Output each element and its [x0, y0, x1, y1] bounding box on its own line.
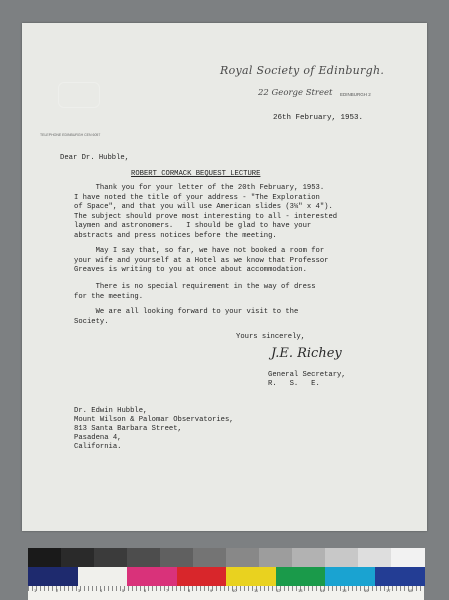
ruler-number: 1 [34, 588, 37, 593]
subject-line: ROBERT CORMACK BEQUEST LECTURE [131, 170, 261, 178]
salutation: Dear Dr. Hubble, [60, 154, 130, 162]
ruler-number: 11 [254, 588, 259, 593]
recipient-line-1: Dr. Edwin Hubble, [74, 407, 148, 415]
closing: Yours sincerely, [236, 333, 306, 341]
paragraph-4: We are all looking forward to your visit to the Society. [74, 308, 299, 326]
paragraph-1: Thank you for your letter of the 20th February, 1953. I have noted the title of your address - "The Exploration of Space", and that you will use American slides (3¼" x 4"). The subject should prove most interesting to all - interested laymen and astronomers. I should be glad to have your abstracts and press notices before the meeting. [74, 184, 338, 240]
signatory-title: General Secretary, [268, 371, 346, 379]
watermark-mark [58, 82, 100, 108]
ruler-number: 12 [276, 588, 281, 593]
grey-swatch [259, 548, 293, 567]
ruler-number: 3 [78, 588, 81, 593]
ruler-number: 10 [232, 588, 237, 593]
letterhead-organization: Royal Society of Edinburgh. [220, 64, 385, 77]
ruler-number: 18 [408, 588, 413, 593]
signature: J.E. Richey [271, 346, 342, 361]
grey-swatch [325, 548, 359, 567]
color-swatch [325, 567, 375, 586]
ruler-number: 8 [188, 588, 191, 593]
grey-swatch [127, 548, 161, 567]
grey-swatch [358, 548, 392, 567]
grey-swatch [160, 548, 194, 567]
color-swatch [78, 567, 128, 586]
ruler-number: 15 [342, 588, 347, 593]
ruler-number: 17 [386, 588, 391, 593]
paragraph-3: There is no special requirement in the way of dress for the meeting. [74, 283, 316, 301]
ruler-number: 6 [144, 588, 147, 593]
ruler-number: 7 [166, 588, 169, 593]
recipient-line-2: Mount Wilson & Palomar Observatories, [74, 416, 234, 424]
recipient-line-3: 813 Santa Barbara Street, [74, 425, 182, 433]
color-swatch [127, 567, 177, 586]
ruler-number: 13 [298, 588, 303, 593]
color-swatch [28, 567, 78, 586]
grey-swatch [61, 548, 95, 567]
grey-swatch [226, 548, 260, 567]
letterhead-telephone: TELEPHONE EDINBURGH CEN 6057 [40, 133, 101, 137]
color-swatch [177, 567, 227, 586]
letter-date: 26th February, 1953. [273, 114, 364, 122]
letterhead-address: 22 George Street [258, 88, 333, 98]
color-swatch [375, 567, 425, 586]
paragraph-2: May I say that, so far, we have not booked a room for your wife and yourself at a Hotel as we know that Professor Greaves is writing to you at once about accommodation. [74, 247, 329, 275]
grey-swatch [292, 548, 326, 567]
ruler-number: 14 [320, 588, 325, 593]
recipient-line-4: Pasadena 4, [74, 434, 122, 442]
ruler-number: 2 [56, 588, 59, 593]
grey-swatch [391, 548, 425, 567]
ruler-number: 9 [210, 588, 213, 593]
ruler-number: 5 [122, 588, 125, 593]
color-calibration-target [28, 548, 424, 586]
recipient-line-5: California. [74, 443, 122, 451]
grey-swatch [94, 548, 128, 567]
letterhead-city: EDINBURGH 2 [340, 92, 371, 97]
grey-swatch [28, 548, 62, 567]
signatory-postnominals: R. S. E. [268, 380, 320, 388]
color-swatch [276, 567, 326, 586]
color-swatch [226, 567, 276, 586]
grey-swatch [193, 548, 227, 567]
ruler-number: 16 [364, 588, 369, 593]
ruler-number: 4 [100, 588, 103, 593]
